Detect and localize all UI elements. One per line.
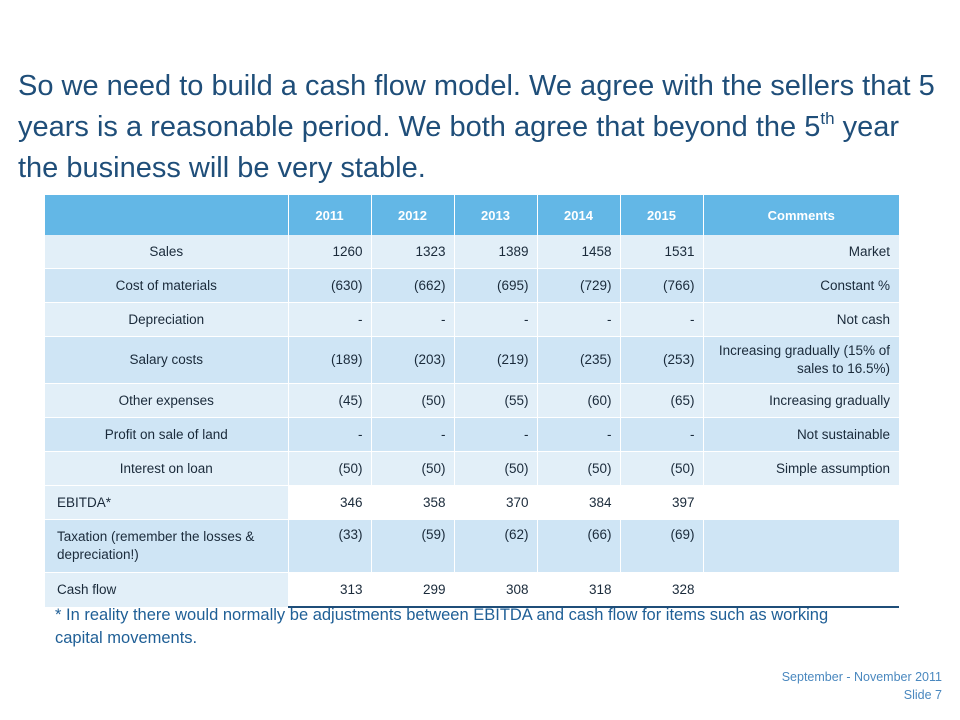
cell-2013: 370 <box>454 486 537 520</box>
cell-comment: Not sustainable <box>703 418 899 452</box>
row-label: Other expenses <box>45 384 288 418</box>
cell-2014: (50) <box>537 452 620 486</box>
cell-2012: (662) <box>371 269 454 303</box>
cell-2013: - <box>454 418 537 452</box>
table-row-salary-costs <box>45 337 899 384</box>
table-row-profit-on-sale-of-land <box>45 418 899 452</box>
cell-comment <box>703 520 899 573</box>
cell-2014: 1458 <box>537 235 620 269</box>
cell-2015: (65) <box>620 384 703 418</box>
cell-2011: (45) <box>288 384 371 418</box>
table-row-cash-flow <box>45 573 899 608</box>
row-label: Taxation (remember the losses & depreciation!) <box>45 520 288 573</box>
cell-2014: 384 <box>537 486 620 520</box>
header-2013: 2013 <box>454 195 537 235</box>
header-comments: Comments <box>703 195 899 235</box>
cell-2013: 1389 <box>454 235 537 269</box>
cell-2014: (729) <box>537 269 620 303</box>
cell-comment: Market <box>703 235 899 269</box>
table-row-taxation <box>45 520 899 573</box>
cell-2014: - <box>537 418 620 452</box>
table-row-sales <box>45 235 899 269</box>
slide-number: Slide 7 <box>903 688 942 702</box>
row-label: Cost of materials <box>45 269 288 303</box>
table-row-cost-of-materials <box>45 269 899 303</box>
cell-2012: 299 <box>371 573 454 608</box>
row-label: Interest on loan <box>45 452 288 486</box>
cell-2012: (203) <box>371 337 454 384</box>
table-row-other-expenses <box>45 384 899 418</box>
cell-2012: 1323 <box>371 235 454 269</box>
cell-2015: 1531 <box>620 235 703 269</box>
heading-text-2: year the business will be very stable. <box>18 111 900 184</box>
cell-2015: 328 <box>620 573 703 608</box>
cell-2015: (766) <box>620 269 703 303</box>
cell-comment: Increasing gradually <box>703 384 899 418</box>
cell-2011: 313 <box>288 573 371 608</box>
cell-2015: (253) <box>620 337 703 384</box>
cell-comment: Increasing gradually (15% of sales to 16.5%) <box>703 337 899 384</box>
heading-text-1: So we need to build a cash flow model. We agree with the sellers that 5 years is a reasonable period. We both agree that beyond the 5 <box>18 70 935 143</box>
cell-2011: (630) <box>288 269 371 303</box>
cell-2011: (33) <box>288 520 371 573</box>
header-2014: 2014 <box>537 195 620 235</box>
cell-2013: (55) <box>454 384 537 418</box>
table-header-row <box>45 195 899 235</box>
cell-comment: Not cash <box>703 303 899 337</box>
cell-2015: - <box>620 418 703 452</box>
row-label: Cash flow <box>45 573 288 608</box>
footer-date: September - November 2011 <box>781 670 942 684</box>
cell-comment: Constant % <box>703 269 899 303</box>
cell-2011: 346 <box>288 486 371 520</box>
cell-2013: 308 <box>454 573 537 608</box>
cell-2013: (50) <box>454 452 537 486</box>
cell-2014: (66) <box>537 520 620 573</box>
slide-footer <box>782 668 942 704</box>
cell-2012: (50) <box>371 452 454 486</box>
cell-2014: (235) <box>537 337 620 384</box>
cell-2014: (60) <box>537 384 620 418</box>
cell-2011: (189) <box>288 337 371 384</box>
cell-2015: (69) <box>620 520 703 573</box>
cell-2012: (59) <box>371 520 454 573</box>
cell-2015: (50) <box>620 452 703 486</box>
cell-2015: 397 <box>620 486 703 520</box>
table-row-ebitda <box>45 486 899 520</box>
header-2015: 2015 <box>620 195 703 235</box>
cell-2014: - <box>537 303 620 337</box>
cell-comment <box>703 573 899 608</box>
cell-2012: 358 <box>371 486 454 520</box>
header-2012: 2012 <box>371 195 454 235</box>
table-row-depreciation <box>45 303 899 337</box>
cell-2015: - <box>620 303 703 337</box>
header-2011: 2011 <box>288 195 371 235</box>
slide-heading <box>18 66 938 189</box>
cell-2011: 1260 <box>288 235 371 269</box>
heading-superscript: th <box>820 109 835 128</box>
cell-2011: (50) <box>288 452 371 486</box>
cash-flow-table <box>45 195 899 608</box>
cell-2012: - <box>371 303 454 337</box>
cell-comment: Simple assumption <box>703 452 899 486</box>
cell-2013: (695) <box>454 269 537 303</box>
row-label: Salary costs <box>45 337 288 384</box>
cell-2012: - <box>371 418 454 452</box>
row-label: Depreciation <box>45 303 288 337</box>
cell-2013: - <box>454 303 537 337</box>
cell-comment <box>703 486 899 520</box>
footnote: * In reality there would normally be adjustments between EBITDA and cash flow for items such as working capital movements. <box>55 606 829 647</box>
cell-2011: - <box>288 303 371 337</box>
row-label: Profit on sale of land <box>45 418 288 452</box>
row-label: EBITDA* <box>45 486 288 520</box>
cell-2012: (50) <box>371 384 454 418</box>
header-blank <box>45 195 288 235</box>
table-row-interest-on-loan <box>45 452 899 486</box>
cell-2014: 318 <box>537 573 620 608</box>
cell-2013: (219) <box>454 337 537 384</box>
cell-2013: (62) <box>454 520 537 573</box>
row-label: Sales <box>45 235 288 269</box>
cell-2011: - <box>288 418 371 452</box>
